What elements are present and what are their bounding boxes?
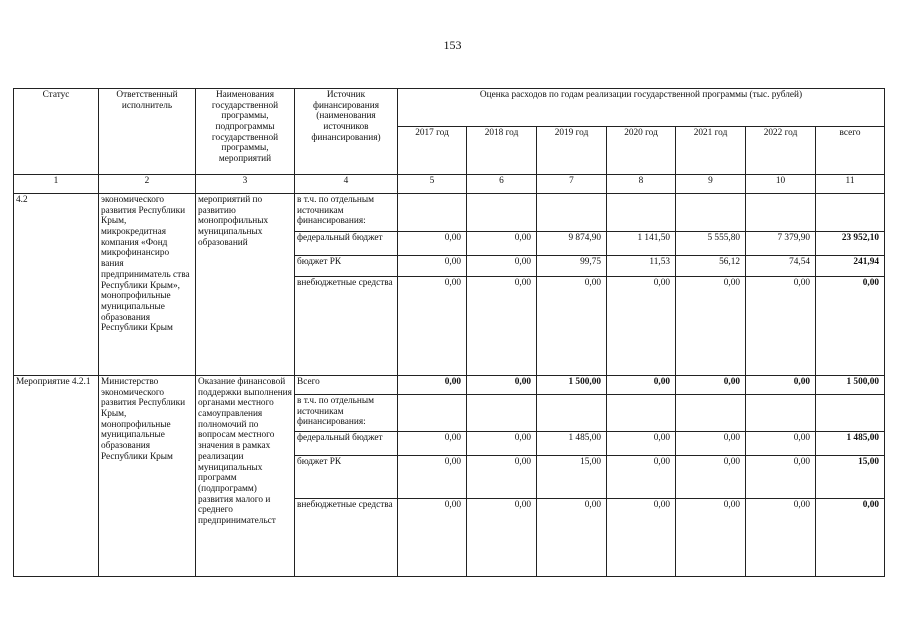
value-cell: 1 500,00 bbox=[537, 376, 607, 395]
total-cell: 1 485,00 bbox=[816, 432, 885, 456]
header-year: 2017 год bbox=[398, 127, 467, 175]
value-cell: 0,00 bbox=[607, 277, 676, 376]
value-cell: 0,00 bbox=[746, 432, 816, 456]
value-cell: 0,00 bbox=[467, 232, 537, 256]
budget-table bbox=[13, 88, 885, 577]
source-cell: федеральный бюджет bbox=[295, 432, 398, 456]
source-cell: в т.ч. по отдельным источникам финансирования: bbox=[295, 194, 398, 232]
value-cell bbox=[816, 395, 885, 432]
value-cell: 99,75 bbox=[537, 256, 607, 277]
value-cell: 0,00 bbox=[676, 376, 746, 395]
value-cell: 0,00 bbox=[607, 456, 676, 499]
value-cell: 0,00 bbox=[467, 499, 537, 577]
value-cell bbox=[676, 194, 746, 232]
column-number: 10 bbox=[746, 175, 816, 194]
value-cell bbox=[676, 395, 746, 432]
value-cell bbox=[746, 194, 816, 232]
column-number: 6 bbox=[467, 175, 537, 194]
program-name-cell: Оказание финансовой поддержки выполнения органами местного самоуправления полномочий по вопросам местного значения в рамках реализации муниципальных программ (подпрограмм) развития малого и среднего предпринимательст bbox=[196, 376, 295, 577]
header-year: 2019 год bbox=[537, 127, 607, 175]
value-cell: 0,00 bbox=[746, 456, 816, 499]
value-cell: 0,00 bbox=[746, 277, 816, 376]
value-cell: 1 141,50 bbox=[607, 232, 676, 256]
source-cell: федеральный бюджет bbox=[295, 232, 398, 256]
value-cell bbox=[467, 395, 537, 432]
value-cell bbox=[467, 194, 537, 232]
value-cell: 0,00 bbox=[398, 432, 467, 456]
value-cell: 0,00 bbox=[537, 499, 607, 577]
total-cell: 241,94 bbox=[816, 256, 885, 277]
value-cell: 56,12 bbox=[676, 256, 746, 277]
column-number: 1 bbox=[14, 175, 99, 194]
value-cell: 0,00 bbox=[467, 456, 537, 499]
value-cell: 0,00 bbox=[467, 432, 537, 456]
value-cell bbox=[607, 395, 676, 432]
value-cell: 5 555,80 bbox=[676, 232, 746, 256]
value-cell: 9 874,90 bbox=[537, 232, 607, 256]
program-name-cell: мероприятий по развитию монопрофильных муниципальных образований bbox=[196, 194, 295, 376]
column-number: 3 bbox=[196, 175, 295, 194]
header-year: 2018 год bbox=[467, 127, 537, 175]
column-number: 2 bbox=[99, 175, 196, 194]
value-cell: 0,00 bbox=[398, 376, 467, 395]
value-cell: 0,00 bbox=[676, 456, 746, 499]
value-cell: 0,00 bbox=[607, 432, 676, 456]
value-cell: 0,00 bbox=[398, 499, 467, 577]
source-cell: Всего bbox=[295, 376, 398, 395]
header-program-name: Наименования государственной программы, подпрограммы государственной программы, мероприятий bbox=[196, 89, 295, 175]
header-year: 2020 год bbox=[607, 127, 676, 175]
source-cell: в т.ч. по отдельным источникам финансирования: bbox=[295, 395, 398, 432]
executor-cell: экономического развития Республики Крым, микрокредитная компания «Фонд микрофинансиро вания предприниматель ства Республики Крым», монопрофильные муниципальные образования Республики Крым bbox=[99, 194, 196, 376]
value-cell: 0,00 bbox=[537, 277, 607, 376]
value-cell: 0,00 bbox=[467, 376, 537, 395]
value-cell: 1 485,00 bbox=[537, 432, 607, 456]
value-cell bbox=[816, 194, 885, 232]
value-cell: 0,00 bbox=[398, 456, 467, 499]
value-cell: 0,00 bbox=[676, 499, 746, 577]
status-cell: 4.2 bbox=[14, 194, 99, 376]
value-cell: 0,00 bbox=[676, 277, 746, 376]
column-number: 4 bbox=[295, 175, 398, 194]
total-cell: 0,00 bbox=[816, 499, 885, 577]
source-cell: бюджет РК bbox=[295, 456, 398, 499]
total-cell: 0,00 bbox=[816, 277, 885, 376]
header-total: всего bbox=[816, 127, 885, 175]
value-cell bbox=[607, 194, 676, 232]
value-cell bbox=[746, 395, 816, 432]
column-number: 5 bbox=[398, 175, 467, 194]
total-cell: 1 500,00 bbox=[816, 376, 885, 395]
status-cell: Мероприятие 4.2.1 bbox=[14, 376, 99, 577]
value-cell: 0,00 bbox=[398, 277, 467, 376]
column-number: 7 bbox=[537, 175, 607, 194]
value-cell: 0,00 bbox=[676, 432, 746, 456]
source-cell: внебюджетные средства bbox=[295, 277, 398, 376]
source-cell: бюджет РК bbox=[295, 256, 398, 277]
column-number: 8 bbox=[607, 175, 676, 194]
value-cell: 15,00 bbox=[537, 456, 607, 499]
value-cell bbox=[398, 395, 467, 432]
value-cell: 7 379,90 bbox=[746, 232, 816, 256]
header-year: 2022 год bbox=[746, 127, 816, 175]
header-estimate: Оценка расходов по годам реализации государственной программы (тыс. рублей) bbox=[398, 89, 885, 127]
value-cell: 0,00 bbox=[467, 277, 537, 376]
executor-cell: Министерство экономического развития Республики Крым, монопрофильные муниципальные образования Республики Крым bbox=[99, 376, 196, 577]
value-cell bbox=[398, 194, 467, 232]
header-year: 2021 год bbox=[676, 127, 746, 175]
total-cell: 23 952,10 bbox=[816, 232, 885, 256]
column-number: 11 bbox=[816, 175, 885, 194]
value-cell: 0,00 bbox=[398, 232, 467, 256]
value-cell: 0,00 bbox=[467, 256, 537, 277]
value-cell bbox=[537, 395, 607, 432]
source-cell: внебюджетные средства bbox=[295, 499, 398, 577]
value-cell: 11,53 bbox=[607, 256, 676, 277]
header-executor: Ответственный исполнитель bbox=[99, 89, 196, 175]
total-cell: 15,00 bbox=[816, 456, 885, 499]
page-number: 153 bbox=[443, 38, 462, 52]
value-cell: 0,00 bbox=[398, 256, 467, 277]
value-cell: 0,00 bbox=[746, 376, 816, 395]
value-cell: 0,00 bbox=[607, 499, 676, 577]
column-number: 9 bbox=[676, 175, 746, 194]
header-source: Источник финансирования (наименования источников финансирования) bbox=[295, 89, 398, 175]
header-status: Статус bbox=[14, 89, 99, 175]
value-cell bbox=[537, 194, 607, 232]
value-cell: 74,54 bbox=[746, 256, 816, 277]
value-cell: 0,00 bbox=[746, 499, 816, 577]
value-cell: 0,00 bbox=[607, 376, 676, 395]
